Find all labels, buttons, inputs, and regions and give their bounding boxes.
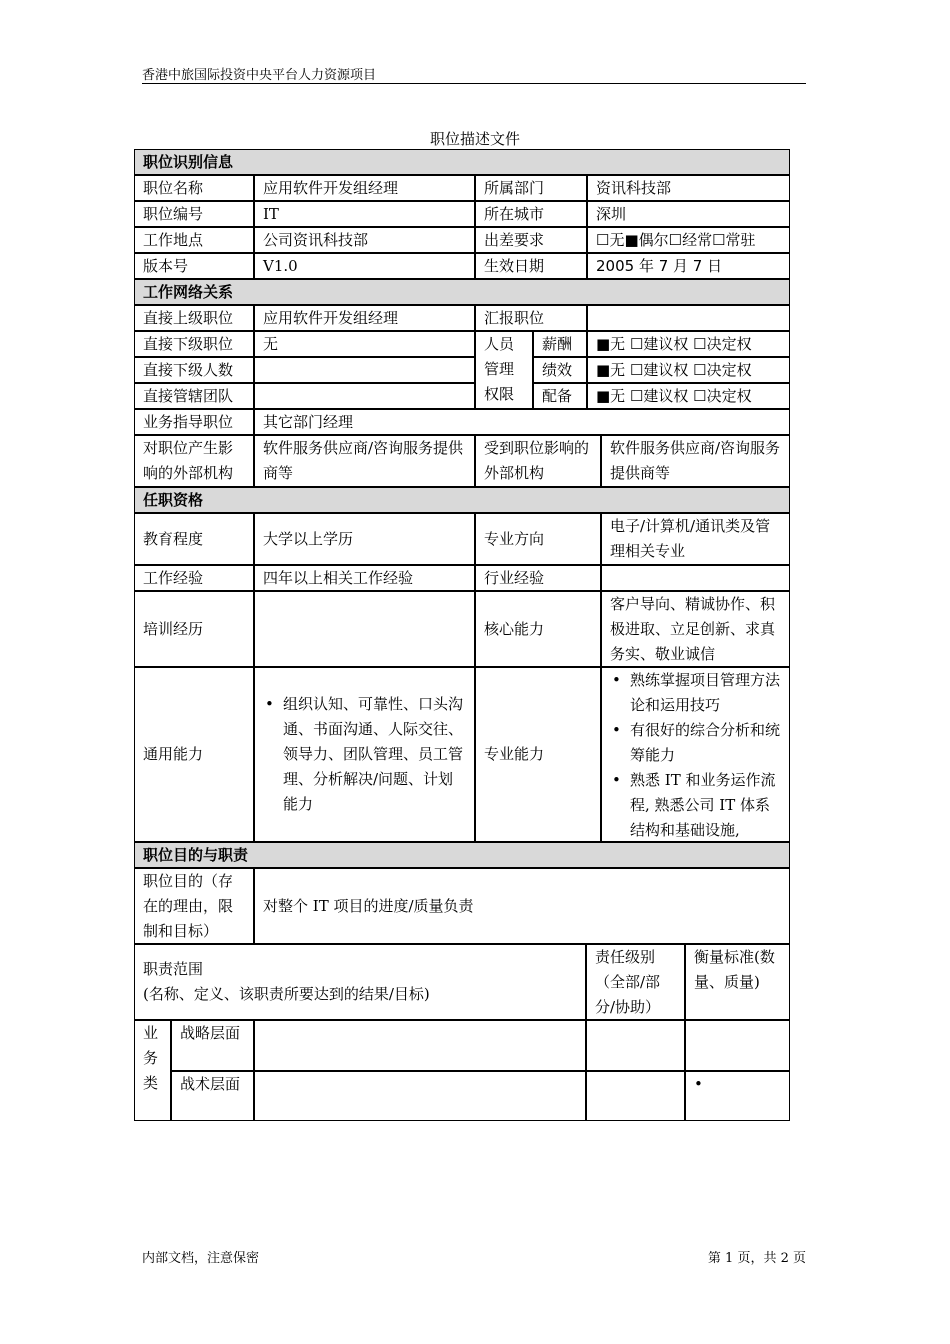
label-general-competency: 通用能力: [134, 667, 254, 842]
label-business-guidance: 业务指导职位: [134, 409, 254, 435]
value-job-code: IT: [254, 201, 475, 227]
label-responsibility-level: 责任级别（全部/部分/协助）: [586, 944, 685, 1020]
value-city: 深圳: [587, 201, 790, 227]
tactical-duty-cell: [254, 1071, 586, 1121]
label-direct-subordinate: 直接下级职位: [134, 331, 254, 357]
value-managed-team: [254, 383, 475, 409]
professional-competency-item: • 熟悉 IT 和业务运作流程, 熟悉公司 IT 体系结构和基础设施,: [610, 768, 781, 842]
value-subordinate-count: [254, 357, 475, 383]
label-version: 版本号: [134, 253, 254, 279]
label-subordinate-count: 直接下级人数: [134, 357, 254, 383]
label-salary: 薪酬: [533, 331, 587, 357]
value-core-competency: 客户导向、精诚协作、积极进取、立足创新、求真务实、敬业诚信: [601, 591, 790, 667]
label-education: 教育程度: [134, 513, 254, 565]
value-version: V1.0: [254, 253, 475, 279]
label-core-competency: 核心能力: [475, 591, 601, 667]
label-department: 所属部门: [475, 175, 587, 201]
footer-page-number: 第 1 页，共 2 页: [707, 1251, 806, 1266]
value-staffing: ■无 ☐建议权 ☐决定权: [587, 383, 790, 409]
label-training: 培训经历: [134, 591, 254, 667]
strategic-measure-cell: [685, 1020, 790, 1071]
value-major: 电子/计算机/通讯类及管理相关专业: [601, 513, 790, 565]
label-tactical-level: 战术层面: [171, 1071, 254, 1121]
value-business-guidance: 其它部门经理: [254, 409, 790, 435]
label-city: 所在城市: [475, 201, 587, 227]
value-education: 大学以上学历: [254, 513, 475, 565]
page-header: 香港中旅国际投资中央平台人力资源项目: [142, 68, 377, 83]
value-travel: ☐无■偶尔☐经常☐常驻: [587, 227, 790, 253]
label-direct-superior: 直接上级职位: [134, 305, 254, 331]
section-network: 工作网络关系: [134, 279, 790, 305]
general-competency-list: [263, 692, 466, 817]
label-external-affected: 受到职位影响的外部机构: [475, 435, 601, 487]
value-effective-date: 2005 年 7 月 7 日: [587, 253, 790, 279]
tactical-level-cell: [586, 1071, 685, 1121]
header-rule: [142, 83, 806, 84]
label-business-category: 业务类: [134, 1020, 171, 1121]
professional-competency-list: [610, 668, 781, 842]
value-job-purpose: 对整个 IT 项目的进度/质量负责: [254, 868, 790, 944]
label-industry-experience: 行业经验: [475, 565, 601, 591]
value-performance: ■无 ☐建议权 ☐决定权: [587, 357, 790, 383]
value-department: 资讯科技部: [587, 175, 790, 201]
general-competency-item: • 组织认知、可靠性、口头沟通、书面沟通、人际交往、领导力、团队管理、员工管理、分析解决/问题、计划能力: [263, 692, 466, 817]
duty-scope-subtitle: (名称、定义、该职责所要达到的结果/目标): [143, 985, 430, 1003]
label-professional-competency: 专业能力: [475, 667, 601, 842]
label-managed-team: 直接管辖团队: [134, 383, 254, 409]
value-external-affected: 软件服务供应商/咨询服务提供商等: [601, 435, 790, 487]
value-report-to: [587, 305, 790, 331]
document-title: 职位描述文件: [429, 130, 520, 148]
value-industry-experience: [601, 565, 790, 591]
section-qualification: 任职资格: [134, 487, 790, 513]
section-duties: 职位目的与职责: [134, 842, 790, 868]
label-measurement-standard: 衡量标准(数量、质量): [685, 944, 790, 1020]
value-direct-subordinate: 无: [254, 331, 475, 357]
value-general-competency: [254, 667, 475, 842]
label-personnel-authority: [475, 331, 533, 409]
value-external-affecting: 软件服务供应商/咨询服务提供商等: [254, 435, 475, 487]
label-job-title: 职位名称: [134, 175, 254, 201]
label-external-affecting: 对职位产生影响的外部机构: [134, 435, 254, 487]
label-report-to: 汇报职位: [475, 305, 587, 331]
professional-competency-item: • 有很好的综合分析和统筹能力: [610, 718, 781, 768]
value-work-experience: 四年以上相关工作经验: [254, 565, 475, 591]
authority-line-1: 人员: [484, 335, 515, 353]
label-job-code: 职位编号: [134, 201, 254, 227]
section-identity: 职位识别信息: [134, 149, 790, 175]
label-work-location: 工作地点: [134, 227, 254, 253]
footer-confidential: 内部文档，注意保密: [142, 1251, 260, 1266]
label-major: 专业方向: [475, 513, 601, 565]
value-training: [254, 591, 475, 667]
value-direct-superior: 应用软件开发组经理: [254, 305, 475, 331]
value-job-title: 应用软件开发组经理: [254, 175, 475, 201]
label-job-purpose: 职位目的（存在的理由，限制和目标）: [134, 868, 254, 944]
label-duty-scope: [134, 944, 586, 1020]
strategic-duty-cell: [254, 1020, 586, 1071]
value-work-location: 公司资讯科技部: [254, 227, 475, 253]
label-travel: 出差要求: [475, 227, 587, 253]
label-performance: 绩效: [533, 357, 587, 383]
duty-scope-title: 职责范围: [143, 960, 204, 978]
job-description-table: [134, 149, 790, 1121]
professional-competency-item: • 熟练掌握项目管理方法论和运用技巧: [610, 668, 781, 718]
value-salary: ■无 ☐建议权 ☐决定权: [587, 331, 790, 357]
strategic-level-cell: [586, 1020, 685, 1071]
label-staffing: 配备: [533, 383, 587, 409]
tactical-measure-cell: •: [685, 1071, 790, 1121]
label-work-experience: 工作经验: [134, 565, 254, 591]
authority-line-3: 权限: [484, 385, 515, 403]
label-strategic-level: 战略层面: [171, 1020, 254, 1071]
authority-line-2: 管理: [484, 360, 515, 378]
value-professional-competency: [601, 667, 790, 842]
label-effective-date: 生效日期: [475, 253, 587, 279]
